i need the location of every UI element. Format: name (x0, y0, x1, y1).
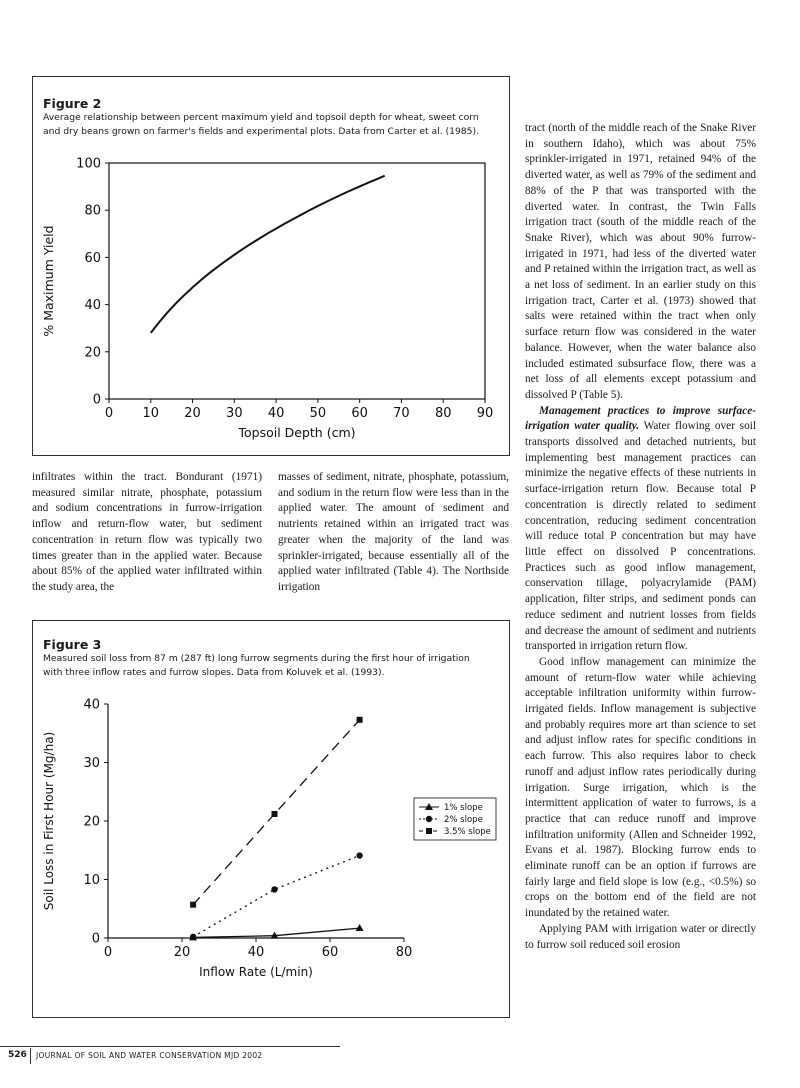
plot-frame (109, 163, 485, 399)
slope-2-percent-point (190, 934, 196, 940)
page-footer (0, 1046, 340, 1068)
y-tick-label: 40 (84, 298, 101, 314)
y-tick-label: 40 (83, 697, 100, 713)
column-right (525, 121, 756, 953)
slope-2-percent-point (356, 852, 362, 858)
column-middle-paragraph: masses of sediment, nitrate, phosphate, potassium, and sodium in the return flow were less than in the applied water. The amount of sediment and nutrients retained within an irrigated tract was greater when the majority of the land was sprinkler-irrigated, because essentially all of the applied water infiltrated (Table 4). The Northside irrigation (278, 471, 509, 593)
y-axis-label: Soil Loss in First Hour (Mg/ha) (42, 731, 56, 911)
legend-entry: 1% slope (444, 803, 483, 813)
slope-3-5-percent-point (190, 902, 196, 908)
page-number: 526 (8, 1050, 27, 1060)
x-tick-label: 80 (395, 945, 413, 960)
x-tick-label: 90 (476, 406, 494, 421)
column-middle (278, 470, 509, 596)
x-tick-label: 20 (173, 945, 191, 960)
figure-3-caption-line-2: with three inflow rates and furrow slopes. Data from Koluvek et al. (1993). (43, 667, 385, 678)
column-right-paragraph-2 (525, 404, 756, 655)
footer-rule (0, 1046, 340, 1047)
legend-marker-slope-2-percent (426, 816, 432, 822)
legend-entry: 2% slope (444, 815, 483, 825)
y-tick-label: 20 (84, 345, 101, 361)
column-left-paragraph: infiltrates within the tract. Bondurant (1971) measured similar nitrate, phosphate, potassium and sodium concentrations in furrow-irrigation inflow and return-flow water, but sediment concentration in return flow was typically two times greater than in the applied water. Because about 85% of the applied water infiltrated within the study area, the (32, 471, 262, 593)
figure-2-box (32, 76, 510, 456)
x-tick-label: 30 (226, 406, 243, 421)
figure-2-caption-line-1: Average relationship between percent maximum yield and topsoil depth for wheat, sweet corn (43, 112, 479, 123)
legend-marker-slope-3-5-percent (426, 828, 432, 834)
x-tick-label: 40 (247, 945, 265, 960)
x-tick-label: 70 (393, 406, 410, 421)
figure-3-box (32, 620, 510, 1018)
figure-2-chart (33, 77, 511, 457)
column-right-paragraph-4: Applying PAM with irrigation water or directly to furrow soil reduced soil erosion (525, 922, 756, 951)
x-tick-label: 20 (184, 406, 201, 421)
yield-curve (151, 176, 385, 333)
figure-3-chart (33, 621, 511, 1019)
figure-2-label: Figure 2 (43, 96, 102, 111)
x-axis-label: Topsoil Depth (cm) (238, 425, 356, 440)
slope-3-5-percent-point (357, 717, 363, 723)
slope-1-percent-point (356, 924, 364, 931)
figure-2-caption-line-2: and dry beans grown on farmer's fields and experimental plots. Data from Carter et al. (1985). (43, 126, 480, 137)
x-tick-label: 10 (142, 406, 160, 421)
column-right-paragraph-2-body: Water flowing over soil transports dissolved and detached nutrients, but implementing best management practices can minimize the negative effects of these nutrients in surface-irrigation return flow. Because total P concentration is directly related to sediment concentration, reducing sediment concentration will reduce total P concentration but may have little effect on dissolved P concentrations. Practices such as good inflow management, conservation tillage, polyacrylamide (PAM) application, filter strips, and sediment ponds can reduce sediment and nutrient losses from fields and decrease the amount of sediment and nutrients transported in irrigation return flow. (525, 420, 756, 653)
y-tick-label: 60 (84, 250, 101, 266)
figure-3-caption-line-1: Measured soil loss from 87 m (287 ft) long furrow segments during the first hour of irrigation (43, 653, 470, 664)
section-heading-management-practices: Management practices to improve surface-irrigation water quality. (525, 404, 756, 433)
x-tick-label: 40 (267, 406, 285, 421)
x-tick-label: 60 (351, 406, 368, 421)
y-tick-label: 10 (83, 873, 100, 888)
y-tick-label: 30 (83, 756, 100, 771)
footer-separator (30, 1048, 31, 1064)
y-tick-label: 100 (76, 156, 101, 172)
y-tick-label: 0 (91, 931, 100, 947)
y-axis-label: % Maximum Yield (41, 225, 56, 337)
slope-3-5-percent-point (272, 811, 278, 817)
x-tick-label: 0 (104, 406, 114, 421)
slope-2-percent-line (193, 856, 360, 937)
column-left (32, 470, 262, 596)
column-right-paragraph-3: Good inflow management can minimize the amount of return-flow water while achieving acceptable infiltration uniformity within furrow-irrigated fields. Inflow management is subjective and probably requires more art than science to set and adjust inflow rates for specific conditions in each furrow. This also requires labor to check runoff and adjust inflow rates periodically during irrigation. Surge irrigation, which is the intermittent application of water to furrows, is a practice that can reduce runoff and improve infiltration uniformity (Allen and Schneider 1992, Evans et al. 1987). Blocking furrow ends to eliminate runoff can be an option if furrows are fairly large and field slope is low (e.g., <0.5%) so crops on the bottom end of the field are not inundated by the retained water. (525, 655, 756, 920)
x-tick-label: 80 (434, 406, 452, 421)
journal-name: JOURNAL OF SOIL AND WATER CONSERVATION MJD 2002 (36, 1051, 263, 1060)
column-right-paragraph-1: tract (north of the middle reach of the Snake River in southern Idaho), which was about 75% sprinkler-irrigated in 1971, retained 94% of the diverted water, as well as 79% of the sediment and 88% of the P that was transported with the diverted water. In contrast, the Twin Falls irrigation tract (south of the middle reach of the Snake River), which was about 90% furrow-irrigated in 1971, had less of the diverted water and P retained within the irrigation tract, as well as a net loss of sediment. In an earlier study on this irrigation tract, Carter et al. (1973) showed that salts were retained within the tract when only surface return flow was considered in the water balance. However, when the water balance also included estimated subsurface flow, there was a net loss of all elements except potassium and dissolved P (Table 5). (525, 122, 756, 401)
x-tick-label: 50 (309, 406, 327, 421)
y-tick-label: 80 (84, 203, 101, 219)
x-tick-label: 60 (321, 945, 339, 960)
x-tick-label: 0 (103, 945, 113, 960)
slope-2-percent-point (271, 886, 277, 892)
y-tick-label: 0 (92, 392, 101, 408)
legend-entry: 3.5% slope (444, 827, 491, 837)
y-tick-label: 20 (83, 814, 100, 830)
figure-3-label: Figure 3 (43, 637, 102, 652)
x-axis-label: Inflow Rate (L/min) (199, 965, 313, 979)
